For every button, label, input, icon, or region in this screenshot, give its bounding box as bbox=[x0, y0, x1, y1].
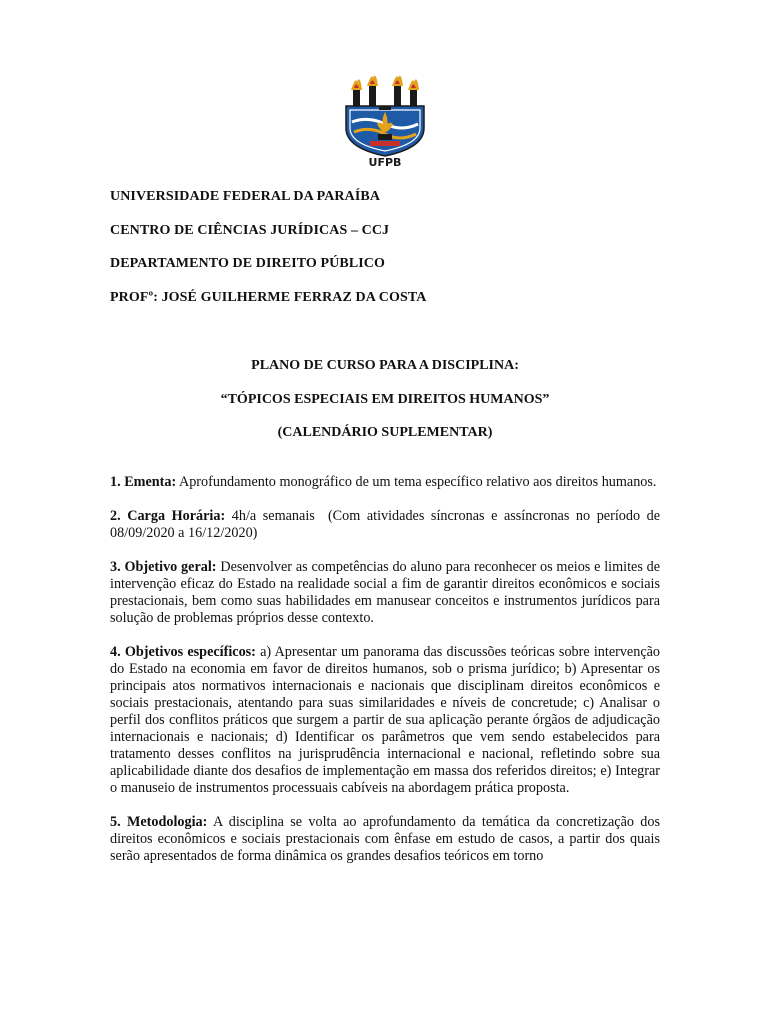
plan-sections bbox=[110, 474, 664, 882]
professor-name: PROFº: JOSÉ GUILHERME FERRAZ DA COSTA bbox=[110, 289, 427, 305]
institution-header bbox=[110, 188, 670, 322]
section-text: 4h/a semanais (Com atividades síncronas e assíncronas no período de 08/09/2020 a 16/12/2020) bbox=[110, 508, 664, 541]
section-text: Aprofundamento monográfico de um tema específico relativo aos direitos humanos. bbox=[178, 474, 657, 490]
section-label: Objetivo geral: bbox=[124, 559, 217, 575]
department-name: DEPARTAMENTO DE DIREITO PÚBLICO bbox=[110, 256, 385, 271]
logo-text: UFPB bbox=[368, 156, 402, 168]
section-objetivo-geral bbox=[110, 559, 660, 627]
center-name: CENTRO DE CIÊNCIAS JURÍDICAS – CCJ bbox=[110, 222, 390, 238]
plan-title: PLANO DE CURSO PARA A DISCIPLINA: bbox=[251, 358, 519, 373]
section-text: A disciplina se volta ao aprofundamento da temática da concretização dos direitos econômicos e sociais prestacionais com ênfase em estudo de casos, a partir dos quais serão apresentados de forma dinâmica os grandes desafios teóricos em torno bbox=[110, 814, 661, 864]
section-number: 1. bbox=[110, 474, 121, 490]
course-name: “TÓPICOS ESPECIAIS EM DIREITOS HUMANOS” bbox=[220, 391, 550, 407]
section-text: a) Apresentar um panorama das discussões teóricas sobre intervenção do Estado na economia em favor de direitos humanos, sob o prisma jurídico; b) Apresentar os principais atos normativos internacionais e nacionais que disciplinam direitos econômicos e sociais prestacionais, atentando para suas similaridades e níveis de concretude; c) Analisar o perfil dos conflitos práticos que surgem a partir de sua aplicação perante órgãos de adjudicação internacionais e nacionais; d) Identificar os parâmetros que vem sendo estabelecidos para tratamento desses conflitos na jurisprudência internacional e nacional, refletindo sobre sua aplicabilidade diante dos desafios de implementação em massa dos referidos direitos; e) Integrar o manuseio de instrumentos processuais cabíveis na abordagem prática proposta. bbox=[110, 644, 661, 796]
university-name: UNIVERSIDADE FEDERAL DA PARAÍBA bbox=[110, 189, 381, 204]
course-titles bbox=[110, 357, 660, 458]
torches-icon bbox=[351, 76, 419, 106]
ufpb-logo bbox=[340, 72, 430, 168]
calendar-note: (CALENDÁRIO SUPLEMENTAR) bbox=[277, 425, 493, 440]
section-number: 4. bbox=[110, 644, 121, 660]
section-carga-horaria bbox=[110, 508, 664, 542]
section-label: Objetivos específicos: bbox=[124, 644, 256, 660]
section-label: Ementa: bbox=[124, 474, 177, 490]
section-label: Carga Horária: bbox=[127, 508, 226, 524]
section-metodologia bbox=[110, 814, 660, 865]
ufpb-crest-icon bbox=[340, 72, 430, 168]
section-number: 3. bbox=[110, 559, 121, 575]
section-number: 2. bbox=[110, 508, 121, 524]
section-text: Desenvolver as competências do aluno para reconhecer os meios e limites de intervenção eficaz do Estado na realidade social a fim de garantir direitos econômicos e sociais prestacionais, bem como suas habilidades em manusear conceitos e instrumentos jurídicos para solução de problemas próprios desse contexto. bbox=[110, 559, 661, 626]
section-objetivos-especificos bbox=[110, 644, 660, 797]
section-number: 5. bbox=[110, 814, 121, 830]
section-label: Metodologia: bbox=[126, 814, 208, 830]
section-ementa bbox=[110, 474, 660, 491]
